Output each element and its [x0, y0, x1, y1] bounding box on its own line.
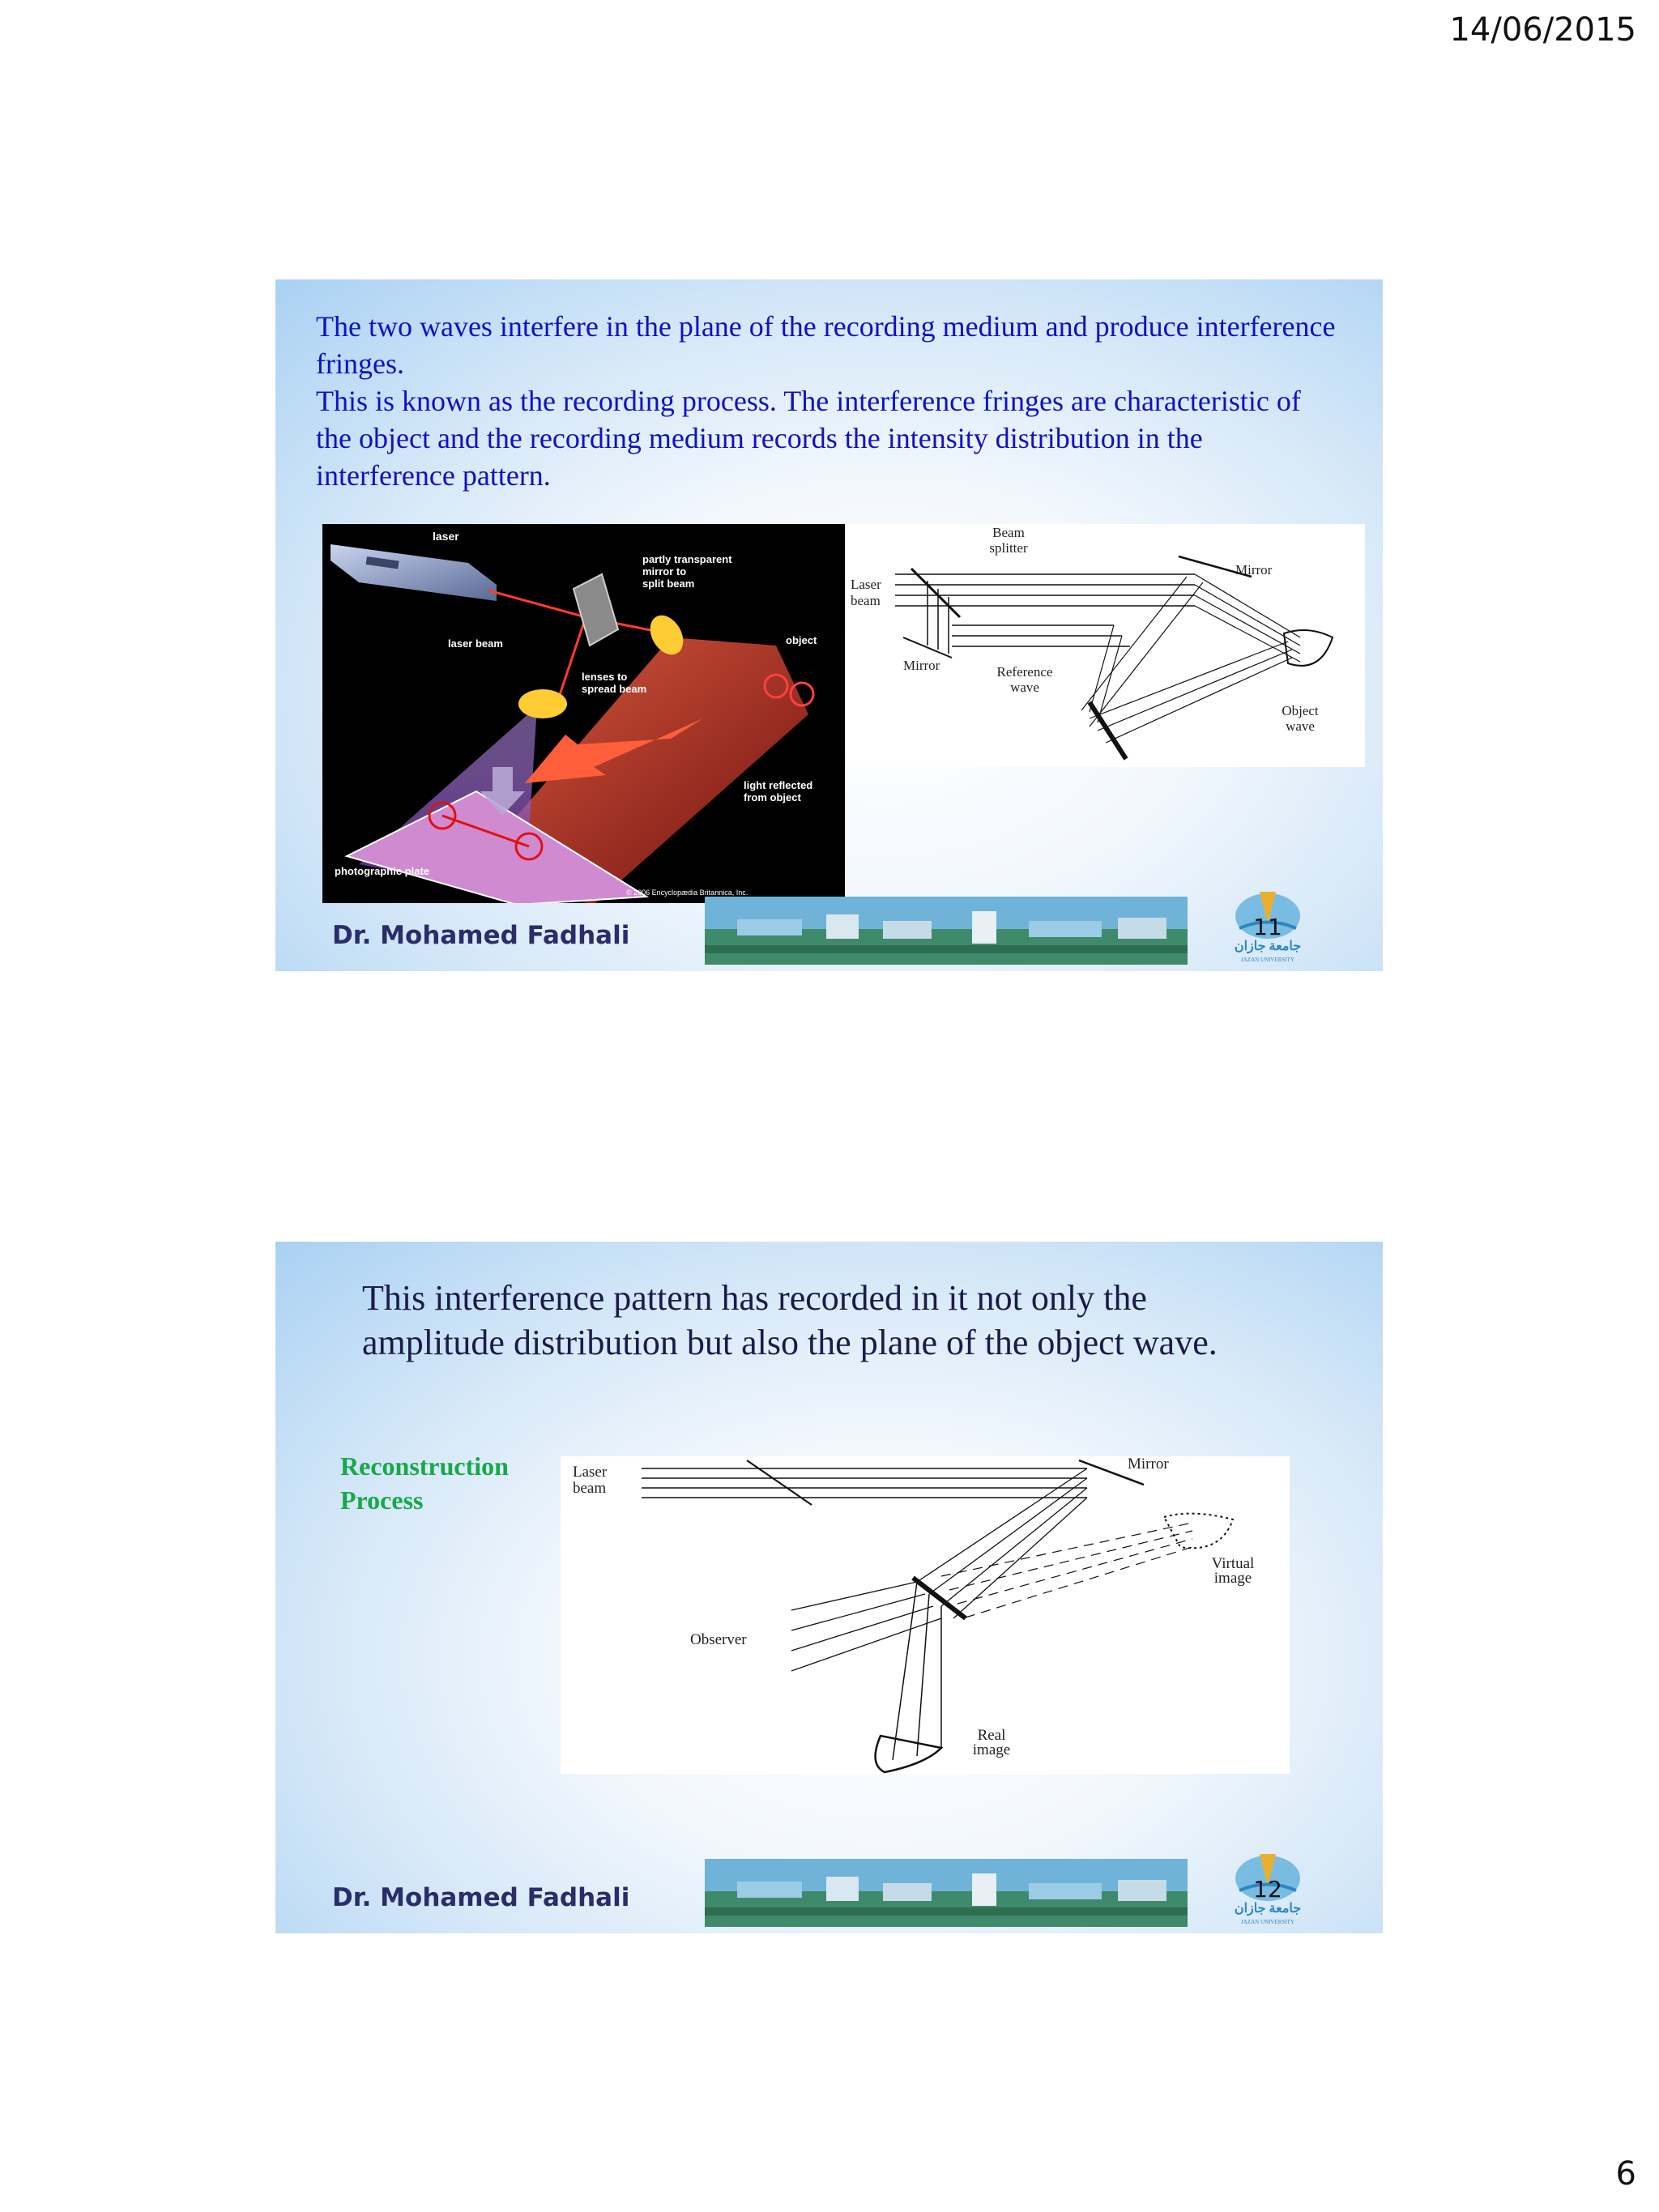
holography-recording-illustration	[322, 524, 845, 903]
diagram-label-mirror-top: Mirror	[1235, 562, 1273, 578]
slide-number: 11	[1253, 914, 1282, 940]
photo-copyright: © 2006 Encyclopædia Britannica, Inc.	[626, 889, 748, 897]
header-date: 14/06/2015	[1449, 11, 1636, 49]
reconstruction-diagram	[561, 1456, 1290, 1774]
svg-text:جامعة جازان: جامعة جازان	[1234, 940, 1302, 953]
diagram-label-splitter: splitter	[989, 540, 1028, 556]
slide-12-heading	[362, 1276, 1334, 1365]
slide-11-paragraph-2: This is known as the recording process. The interference fringes are characteristic of the object and the recording medium records the intensity distribution in the interference pattern.	[316, 385, 1301, 492]
reconstruction-label-laser-beam: beam	[573, 1480, 607, 1497]
slide-11-body-text	[316, 308, 1337, 494]
reconstruction-label-laser: Laser	[573, 1464, 608, 1481]
svg-text:JAZAN UNIVERSITY: JAZAN UNIVERSITY	[1241, 957, 1294, 963]
diagram-label-laser: Laser	[851, 577, 881, 592]
slide-12-heading-line-1: This interference pattern has recorded in it not only the	[362, 1278, 1147, 1318]
reconstruction-label-line-2: Process	[340, 1485, 424, 1515]
slide-12-heading-line-2: amplitude distribution but also the plane of the object wave.	[362, 1323, 1218, 1362]
author-name: Dr. Mohamed Fadhali	[332, 921, 630, 950]
campus-panorama-image	[705, 897, 1188, 965]
photo-label-reflected-2: from object	[744, 791, 801, 803]
photo-label-mirror-2: mirror to	[642, 565, 687, 578]
diagram-label-beam: Beam	[992, 525, 1025, 540]
slide-11-paragraph-1: The two waves interfere in the plane of the recording medium and produce interference fringes.	[316, 310, 1336, 380]
reconstruction-label-mirror: Mirror	[1128, 1456, 1169, 1473]
diagram-label-object: Object	[1282, 703, 1319, 718]
reconstruction-label-observer: Observer	[690, 1631, 747, 1648]
reconstruction-label-virtual: Virtual	[1211, 1555, 1255, 1572]
photo-label-reflected-1: light reflected	[744, 779, 813, 791]
slide-number: 12	[1253, 1876, 1282, 1903]
diagram-label-reference: Reference	[996, 664, 1053, 680]
svg-text:جامعة جازان: جامعة جازان	[1234, 1902, 1302, 1916]
slide-11	[275, 279, 1383, 971]
photo-label-plate: photographic plate	[335, 865, 429, 877]
slide-12	[275, 1242, 1383, 1933]
reconstruction-label-real-image: image	[972, 1741, 1011, 1758]
photo-label-laser: laser	[433, 530, 459, 543]
diagram-label-object-wave: wave	[1286, 718, 1315, 734]
svg-text:JAZAN UNIVERSITY: JAZAN UNIVERSITY	[1241, 1919, 1294, 1925]
recording-setup-diagram	[847, 524, 1365, 767]
photo-label-mirror-3: split beam	[642, 578, 695, 590]
reconstruction-label-real: Real	[977, 1727, 1006, 1744]
diagram-label-mirror-bottom: Mirror	[903, 658, 940, 673]
diagram-label-reference-wave: wave	[1010, 680, 1039, 695]
author-name: Dr. Mohamed Fadhali	[332, 1883, 630, 1912]
photo-label-lenses-2: spread beam	[582, 683, 647, 695]
campus-panorama-image	[705, 1859, 1188, 1927]
page-number: 6	[1615, 2155, 1636, 2193]
photo-label-object: object	[786, 634, 817, 646]
reconstruction-label-virtual-image: image	[1213, 1570, 1252, 1587]
photo-label-lenses-1: lenses to	[582, 671, 628, 683]
reconstruction-label-line-1: Reconstruction	[340, 1451, 509, 1481]
diagram-label-laser-beam: beam	[851, 593, 881, 608]
reconstruction-process-label	[340, 1449, 509, 1517]
photo-label-laser-beam: laser beam	[448, 637, 503, 650]
photo-label-mirror-1: partly transparent	[642, 553, 732, 565]
